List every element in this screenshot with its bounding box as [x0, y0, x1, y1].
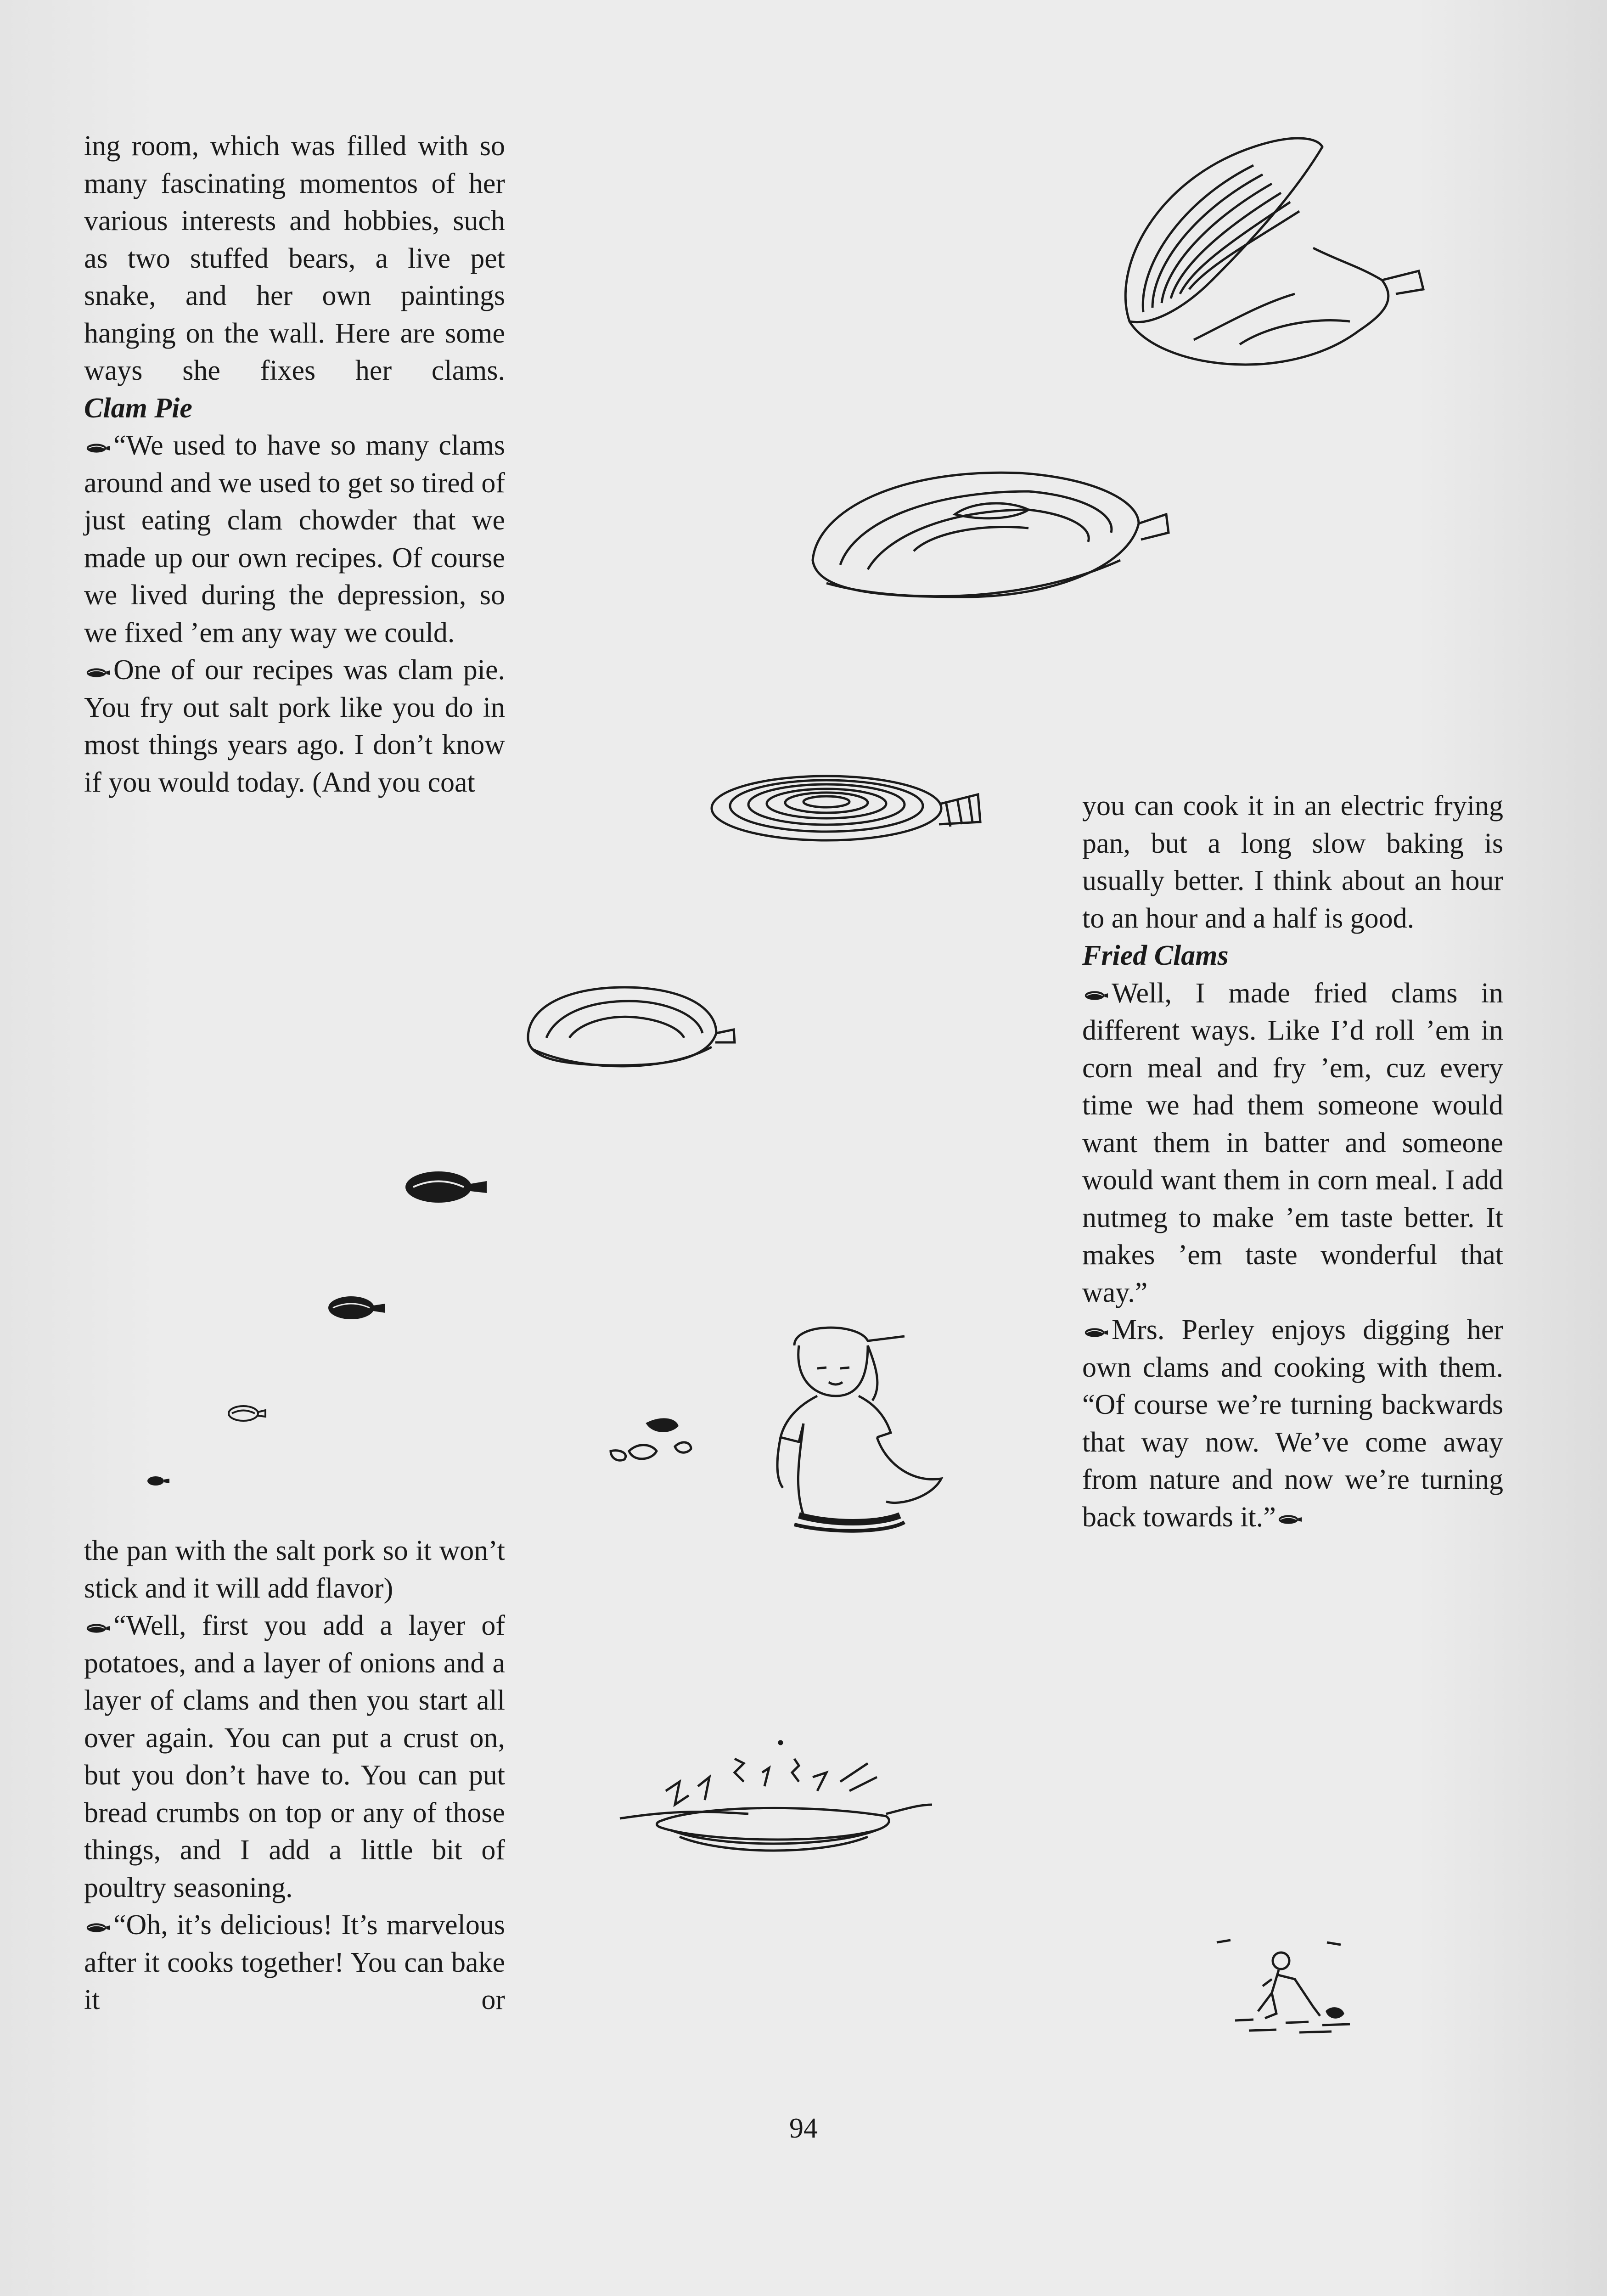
clam-digger-child-icon	[601, 1313, 1006, 1534]
right-paragraph-3: Mrs. Perley enjoys digging her own clams and cooking with them. “Of course we’re turning backwards that way now. We’ve come away from nature and now we’re turning back towards it.”	[1082, 1314, 1503, 1533]
right-paragraph-1: you can cook it in an electric frying pan, but a long slow baking is usually better. I think about an hour to an hour and a half is good.	[1082, 790, 1503, 934]
tiny-clam-icon	[225, 1403, 266, 1424]
clam-bullet-icon	[84, 1921, 111, 1935]
open-clam-icon	[1102, 129, 1433, 386]
digging-figure-icon	[1203, 1929, 1387, 2048]
left-bottom-paragraph-3: “Oh, it’s delicious! It’s marvelous after it cooks together! You can bake it or	[84, 1909, 505, 2015]
intro-paragraph: ing room, which was filled with so many fascinating momentos of her various interests and hobbies, such as two stuffed bears, a live pet snake, and her own paintings hanging on the wall. Here are some ways she fixes her clams.	[84, 130, 505, 386]
clam-pie-paragraph-2: One of our recipes was clam pie. You fry out salt pork like you do in most things years ago. I don’t know if you would today. (And you coat	[84, 654, 505, 798]
fried-clams-heading: Fried Clams	[1082, 940, 1229, 971]
tiny-clam-icon	[145, 1474, 170, 1488]
left-bottom-paragraph-1: the pan with the salt pork so it won’t stick and it will add flavor)	[84, 1535, 505, 1604]
column-right	[1082, 788, 1503, 1536]
medium-clam-icon	[702, 762, 987, 854]
right-paragraph-2: Well, I made fried clams in different ways. Like I’d roll ’em in corn meal and fry ’em, cuz every time we had them someone would want them in batter and someone would want them in corn meal. I add nutmeg to make ’em taste better. It makes ’em taste wonderful that way.”	[1082, 977, 1503, 1308]
small-clam-icon	[399, 1166, 491, 1208]
clam-pie-paragraph-1: “We used to have so many clams around and we used to get so tired of just eating clam chowder that we made up our own recipes. Of course we lived during the depression, so we fixed ’em any way we could.	[84, 430, 505, 648]
large-clam-icon	[799, 459, 1175, 611]
clam-icon	[514, 974, 739, 1075]
column-left-top	[84, 128, 505, 801]
clam-bullet-icon	[1082, 1326, 1109, 1339]
clam-bullet-icon	[84, 1621, 111, 1635]
left-bottom-paragraph-2: “Well, first you add a layer of potatoes, and a layer of onions and a layer of clams and then you start all over again. You can put a crust on, but you don’t have to. You can put bread crumbs on top or any of those things, and I add a little bit of poultry seasoning.	[84, 1610, 505, 1903]
clam-bullet-icon	[84, 441, 111, 455]
clam-bullet-icon	[1082, 989, 1109, 1002]
clam-end-mark-icon	[1276, 1513, 1303, 1526]
column-left-bottom	[84, 1532, 505, 2019]
clam-pie-heading: Clam Pie	[84, 392, 192, 424]
clam-bullet-icon	[84, 666, 111, 680]
steaming-pie-icon	[611, 1736, 960, 1874]
page-number: 94	[789, 2113, 818, 2144]
tiny-clam-icon	[324, 1293, 388, 1322]
